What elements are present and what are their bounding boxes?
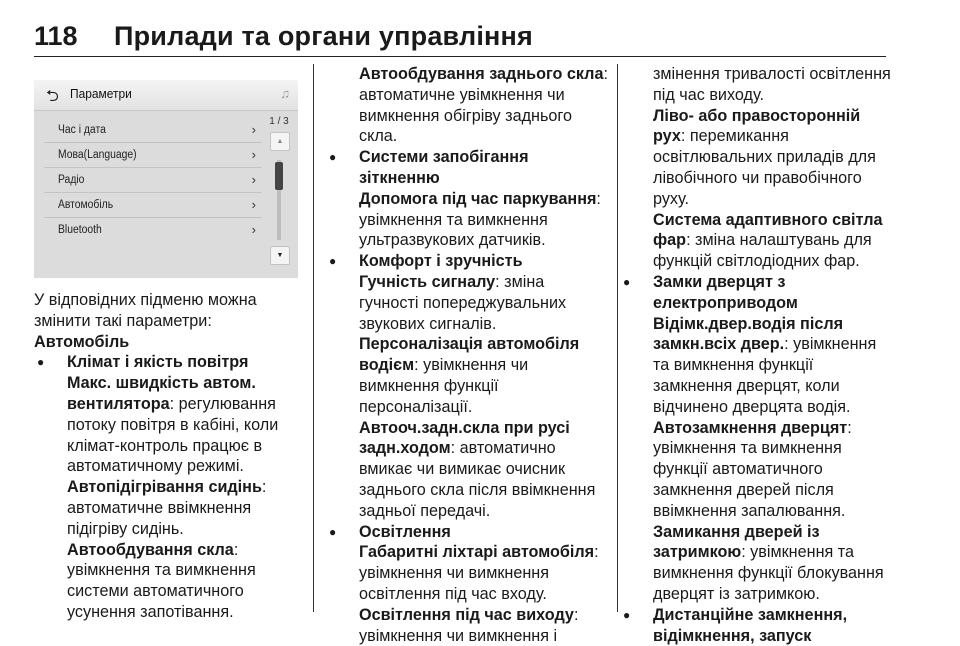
paragraph: Гучність сигналу: зміна гучності попереджувальних звукових сигналів.: [359, 272, 567, 333]
column-divider: [617, 64, 618, 612]
screenshot-scrollbar: [268, 114, 290, 276]
bullet-item: ● Освітлення: [326, 522, 608, 543]
chevron-right-icon: ›: [251, 122, 256, 137]
paragraph: Ліво- або правосторонній рух: перемикання освітлювальних приладів для лівобічного чи правобічного руху.: [653, 106, 876, 208]
settings-menu-item: Час і дата ›: [44, 118, 262, 143]
settings-menu-item: Мова(Language) ›: [44, 143, 262, 168]
paragraph: Автозамкнення дверцят: увімкнення та вимкнення функції автоматичного замкнення дверей після ввімкнення запалювання.: [653, 418, 852, 520]
column-1: [34, 290, 300, 623]
paragraph: Автообдування скла: увімкнення та вимкнення системи автоматичного усунення запотівання.: [67, 540, 256, 621]
settings-menu-item: Радіо ›: [44, 168, 262, 193]
column-3: [620, 64, 892, 646]
paragraph: Замикання дверей із затримкою: увімкнення та вимкнення функції блокування дверцят із затримкою.: [653, 522, 884, 603]
page-header: [34, 18, 886, 57]
scroll-up-icon: ▲: [270, 132, 290, 151]
scroll-thumb: [275, 162, 283, 190]
paragraph: Освітлення під час виходу: увімкнення чи вимкнення і: [359, 605, 579, 645]
chevron-right-icon: ›: [251, 172, 256, 187]
paragraph: Автопідігрівання сидінь: автоматичне ввімкнення підігріву сидінь.: [67, 478, 267, 538]
paragraph: Макс. швидкість автом. вентилятора: регулювання потоку повітря в кабіні, коли клімат-контроль працює в автоматичному режимі.: [67, 374, 279, 476]
chevron-right-icon: ›: [251, 147, 256, 162]
column-divider: [313, 64, 314, 612]
paragraph: Автообдування заднього скла: автоматичне увімкнення чи вимкнення обігріву заднього скла.: [359, 65, 608, 146]
settings-menu-list: [44, 118, 262, 242]
bullet-item: ● Дистанційне замкнення, відімкнення, запуск: [620, 605, 892, 646]
screenshot-title: Параметри: [70, 86, 132, 101]
paragraph: Відімк.двер.водія після замкн.всіх двер.: увімкнення та вимкнення функції замкнення дверцят, коли відчинено дверцята водія.: [653, 314, 877, 416]
paragraph: Персоналізація автомобіля водієм: увімкнення чи вимкнення функції персоналізації.: [359, 335, 580, 416]
paragraph: Автооч.задн.скла при русі задн.ходом: автоматично вмикає чи вимикає очисник заднього скла після ввімкнення задньої передачі.: [359, 418, 596, 520]
bullet-item: ● Замки дверцят з електроприводом: [620, 272, 892, 314]
bullet-item: ● Комфорт і зручність: [326, 251, 608, 272]
column-2: [326, 64, 608, 646]
paragraph: змінення тривалості освітлення під час виходу.: [653, 65, 891, 104]
paragraph: Габаритні ліхтарі автомобіля: увімкнення чи вимкнення освітлення під час входу.: [359, 543, 599, 603]
music-note-icon: ♫: [280, 86, 290, 101]
settings-screenshot: [34, 80, 298, 278]
bullet-item: ● Клімат і якість повітря: [34, 352, 300, 373]
screenshot-title-bar: [34, 80, 298, 111]
back-arrow-icon: ⮌: [46, 88, 59, 105]
chevron-right-icon: ›: [251, 197, 256, 212]
paragraph: Допомога під час паркування: увімкнення та вимкнення ультразвукових датчиків.: [359, 189, 601, 250]
section-heading: Автомобіль: [34, 332, 130, 351]
bullet-item: ● Системи запобігання зіткненню: [326, 147, 608, 189]
intro-text: У відповідних підменю можна змінити такі параметри:: [34, 291, 257, 330]
chevron-right-icon: ›: [251, 222, 256, 237]
page-number: 118: [34, 21, 78, 51]
paragraph: Система адаптивного світла фар: зміна налаштувань для функцій світлодіодних фар.: [653, 210, 883, 271]
scroll-down-icon: ▼: [270, 246, 290, 265]
settings-menu-item: Автомобіль ›: [44, 193, 262, 218]
settings-menu-item: Bluetooth ›: [58, 222, 256, 237]
page-indicator: 1 / 3: [269, 116, 289, 127]
page-title: Прилади та органи управління: [114, 21, 533, 51]
